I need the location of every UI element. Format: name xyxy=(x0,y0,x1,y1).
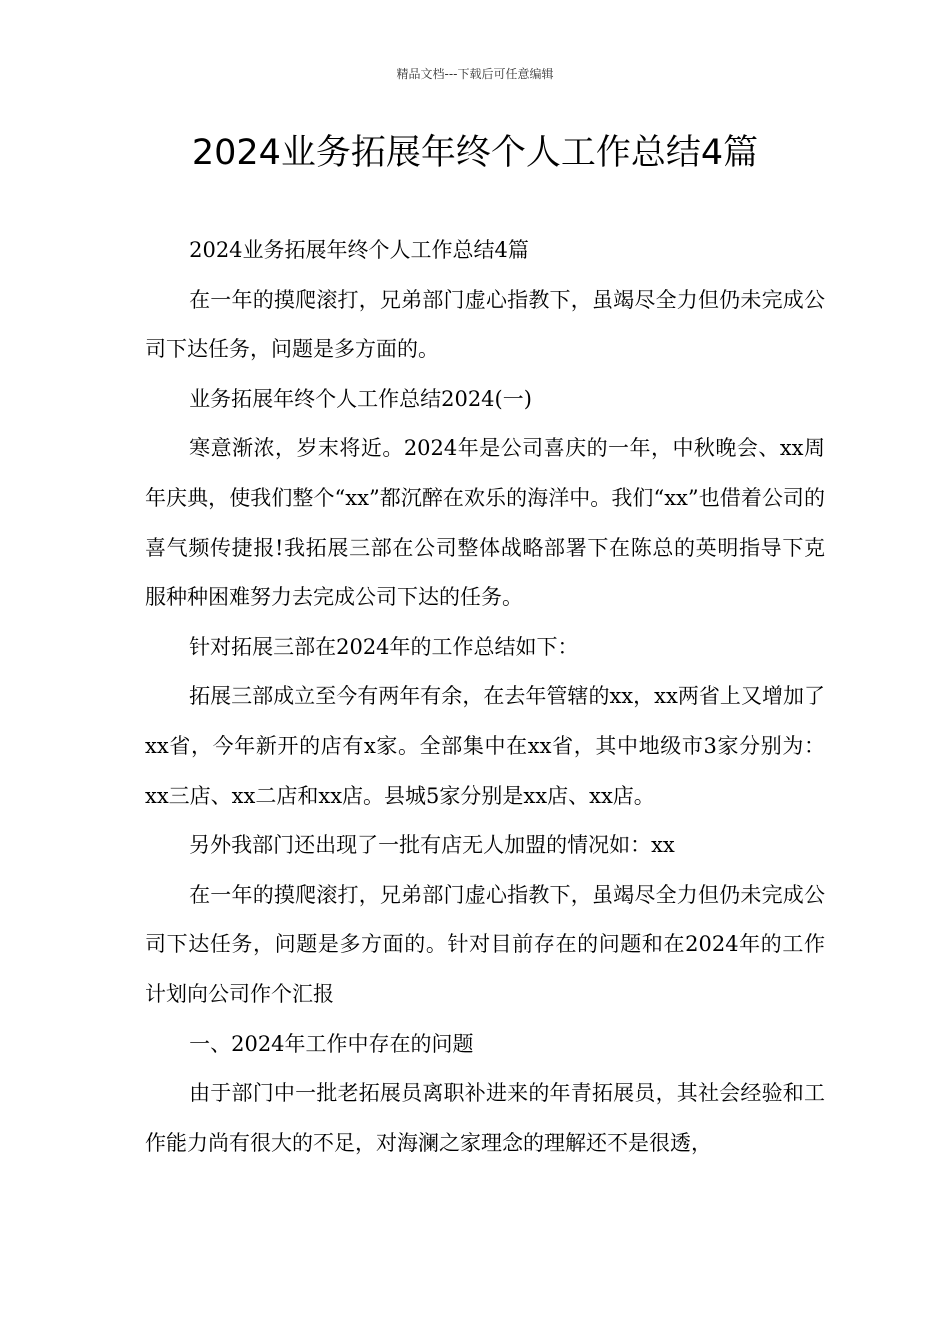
paragraph: 针对拓展三部在2024年的工作总结如下： xyxy=(189,634,579,659)
paragraph-subtitle: 2024业务拓展年终个人工作总结4篇 xyxy=(189,238,529,262)
section-heading-one: 业务拓展年终个人工作总结2024(一) xyxy=(189,386,532,411)
header-note: 精品文档---下载后可任意编辑 xyxy=(396,67,554,81)
paragraph-intro: 在一年的摸爬滚打，兄弟部门虚心指教下，虽竭尽全力但仍未完成公司下达任务，问题是多方面的。 xyxy=(145,287,825,362)
document-title: 2024业务拓展年终个人工作总结4篇 xyxy=(191,133,759,173)
paragraph: 另外我部门还出现了一批有店无人加盟的情况如：xx xyxy=(189,833,675,858)
paragraph: 在一年的摸爬滚打，兄弟部门虚心指教下，虽竭尽全力但仍未完成公司下达任务，问题是多方面的。针对目前存在的问题和在2024年的工作计划向公司作个汇报 xyxy=(145,882,825,1006)
paragraph: 由于部门中一批老拓展员离职补进来的年青拓展员，其社会经验和工作能力尚有很大的不足，对海澜之家理念的理解还不是很透， xyxy=(145,1081,825,1155)
paragraph: 寒意渐浓，岁末将近。2024年是公司喜庆的一年，中秋晚会、xx周年庆典，使我们整个“xx”都沉醉在欢乐的海洋中。我们“xx”也借着公司的喜气频传捷报!我拓展三部在公司整体战略部署下在陈总的英明指导下克服种种困难努力去完成公司下达的任务。 xyxy=(145,436,825,610)
document-body xyxy=(145,226,825,1168)
section-heading-problems: 一、2024年工作中存在的问题 xyxy=(189,1031,474,1056)
paragraph: 拓展三部成立至今有两年有余，在去年管辖的xx，xx两省上又增加了xx省，今年新开的店有x家。全部集中在xx省，其中地级市3家分别为：xx三店、xx二店和xx店。县城5家分别是xx店、xx店。 xyxy=(145,684,825,808)
